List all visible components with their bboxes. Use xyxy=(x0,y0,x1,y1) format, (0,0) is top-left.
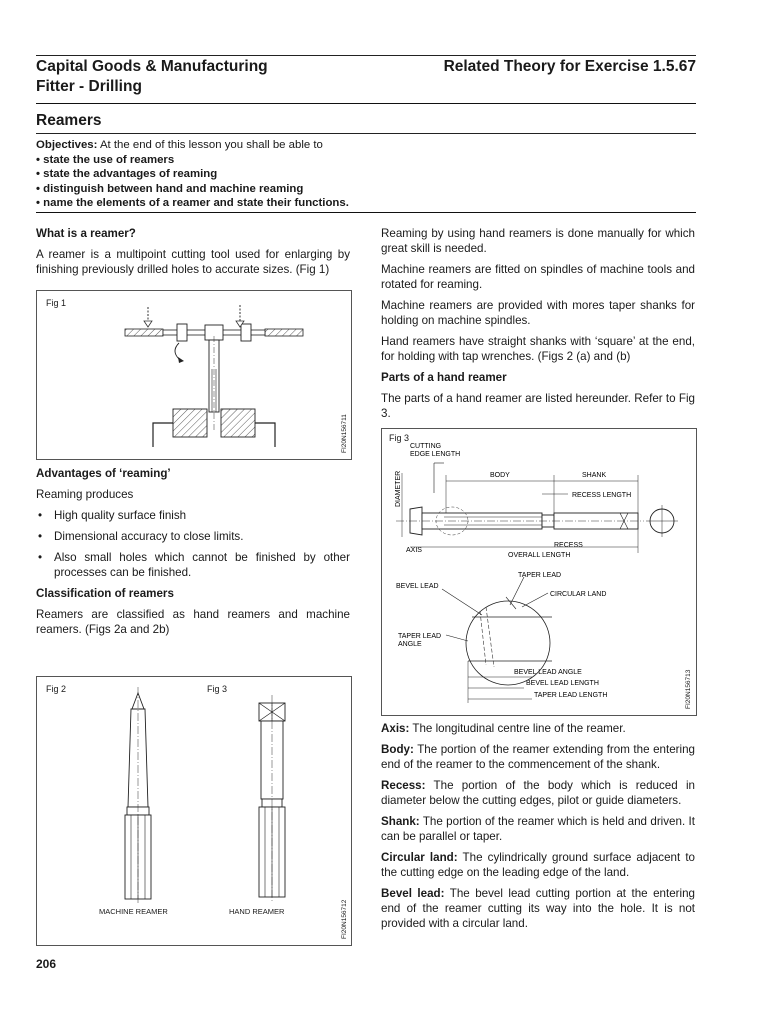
right-column-definitions xyxy=(381,721,695,937)
right-para-4: Hand reamers have straight shanks with ‘square’ at the end, for holding with tap wrenches. (Figs 2 (a) and (b) xyxy=(381,335,695,363)
def-term: Shank: xyxy=(381,815,420,828)
right-para-2: Machine reamers are fitted on spindles of machine tools and rotated for reaming. xyxy=(381,263,695,291)
parts-paragraph: The parts of a hand reamer are listed hereunder. Refer to Fig 3. xyxy=(381,392,695,420)
parts-heading: Parts of a hand reamer xyxy=(381,371,507,384)
def-term: Body: xyxy=(381,743,414,756)
hand-reamer-caption: HAND REAMER xyxy=(229,907,285,916)
label-edge-length: EDGE LENGTH xyxy=(410,451,461,458)
label-taper-angle: TAPER LEAD xyxy=(398,633,442,640)
label-diameter: DIAMETER xyxy=(395,470,402,507)
label-overall: OVERALL LENGTH xyxy=(508,552,571,559)
def-term: Axis: xyxy=(381,722,410,735)
objective-item: • state the advantages of reaming xyxy=(36,168,218,181)
advantage-item: • Dimensional accuracy to close limits. xyxy=(36,529,350,544)
advantages-intro: Reaming produces xyxy=(36,488,134,501)
section-title: Reamers xyxy=(36,112,102,129)
objectives-rule xyxy=(36,212,696,213)
def-text: The portion of the body which is reduced in diameter below the cutting edges, pilot or guide diameters. xyxy=(381,779,695,807)
label-bevel-length: BEVEL LEAD LENGTH xyxy=(526,680,599,687)
label-bevel-angle: BEVEL LEAD ANGLE xyxy=(514,669,582,676)
header-left xyxy=(36,57,268,97)
label-body: BODY xyxy=(490,472,510,479)
definition-axis xyxy=(381,721,695,736)
fig2-label-a: Fig 2 xyxy=(46,684,67,694)
page-number: 206 xyxy=(36,957,57,971)
def-term: Circular land: xyxy=(381,851,458,864)
def-text: The bevel lead cutting portion at the entering end of the reamer cutting its way into the hole. It is not provided with a circular land. xyxy=(381,887,696,930)
definition-recess xyxy=(381,778,695,808)
fig3-label: Fig 3 xyxy=(389,433,410,443)
advantages-list xyxy=(36,508,350,580)
label-cutting: CUTTING xyxy=(410,443,442,450)
left-column-top xyxy=(36,226,350,283)
def-term: Bevel lead: xyxy=(381,887,445,900)
definition-shank xyxy=(381,814,695,844)
label-bevel-lead: BEVEL LEAD xyxy=(396,583,439,590)
right-column-top xyxy=(381,226,695,427)
label-circular-land: CIRCULAR LAND xyxy=(550,591,607,598)
header-left-line2: Fitter - Drilling xyxy=(36,78,142,95)
def-text: The portion of the reamer which is held and driven. It can be parallel or taper. xyxy=(381,815,695,843)
fig2-code: FI20N156712 xyxy=(341,899,348,939)
left-column-middle xyxy=(36,466,350,643)
label-axis: AXIS xyxy=(406,547,422,554)
section-rule xyxy=(36,133,696,134)
fig1-label: Fig 1 xyxy=(46,298,67,308)
label-taper-length: TAPER LEAD LENGTH xyxy=(534,692,608,699)
header-left-line1: Capital Goods & Manufacturing xyxy=(36,58,268,75)
fig1-code: FI20N156711 xyxy=(341,414,348,453)
advantages-heading: Advantages of ‘reaming’ xyxy=(36,467,171,480)
objectives-intro-line xyxy=(36,138,696,153)
definition-body xyxy=(381,742,695,772)
label-taper-lead: TAPER LEAD xyxy=(518,572,562,579)
def-text: The portion of the reamer extending from the entering end of the reamer to the commencement of the shank. xyxy=(381,743,695,771)
objectives-label: Objectives: xyxy=(36,139,98,151)
label-shank: SHANK xyxy=(582,472,607,479)
figure-3 xyxy=(381,428,697,716)
fig1-drawing xyxy=(37,291,351,459)
def-term: Recess: xyxy=(381,779,426,792)
objectives-intro: At the end of this lesson you shall be able to xyxy=(97,139,323,151)
definition-bevel-lead xyxy=(381,886,695,931)
right-para-3: Machine reamers are provided with mores taper shanks for holding on machine spindles. xyxy=(381,299,695,327)
classification-heading: Classification of reamers xyxy=(36,587,174,600)
label-taper-angle-2: ANGLE xyxy=(398,641,422,648)
header-top-rule xyxy=(36,55,696,56)
advantage-item: • High quality surface finish xyxy=(36,508,350,523)
fig3-drawing xyxy=(382,429,696,715)
what-paragraph: A reamer is a multipoint cutting tool used for enlarging by finishing previously drilled holes to accurate sizes. (Fig 1) xyxy=(36,248,350,276)
label-recess: RECESS xyxy=(554,542,583,549)
figure-1 xyxy=(36,290,352,460)
header-bottom-rule xyxy=(36,103,696,104)
what-heading: What is a reamer? xyxy=(36,227,136,240)
objective-item: • distinguish between hand and machine reaming xyxy=(36,182,304,195)
label-recess-length: RECESS LENGTH xyxy=(572,492,632,499)
definition-circular-land xyxy=(381,850,695,880)
fig2-drawing xyxy=(37,677,351,945)
advantage-item: • Also small holes which cannot be finished by other processes can be finished. xyxy=(36,550,350,580)
figure-2 xyxy=(36,676,352,946)
right-para-1: Reaming by using hand reamers is done manually for which great skill is needed. xyxy=(381,227,695,255)
def-text: The cylindrically ground surface adjacent to the cutting edge on the leading edge of the land. xyxy=(381,851,695,879)
machine-reamer-caption: MACHINE REAMER xyxy=(99,907,168,916)
classification-paragraph: Reamers are classified as hand reamers and machine reamers. (Figs 2a and 2b) xyxy=(36,608,350,636)
objective-item: • state the use of reamers xyxy=(36,153,175,166)
objectives-block xyxy=(36,138,696,211)
header-right: Related Theory for Exercise 1.5.67 xyxy=(443,58,696,75)
def-text: The longitudinal centre line of the reamer. xyxy=(409,722,626,735)
fig2-label-b: Fig 3 xyxy=(207,684,228,694)
fig3-code: FI20N156713 xyxy=(685,669,692,709)
objective-item: • name the elements of a reamer and state their functions. xyxy=(36,197,349,210)
